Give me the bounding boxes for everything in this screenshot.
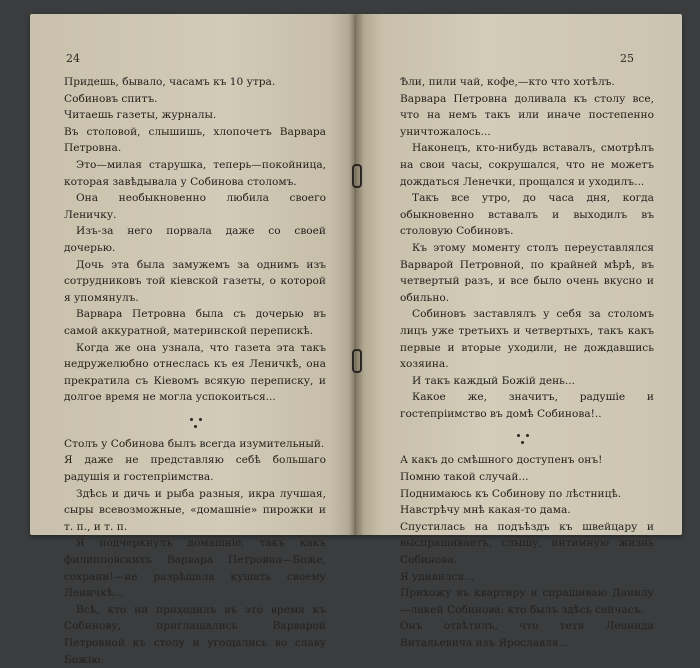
book-spine [348,14,364,535]
left-page [30,14,356,666]
paragraph: Наконецъ, кто-нибудь вставалъ, смотрѣлъ на свои часы, сокрушался, что не можетъ дождаться Ленечки, прощался и уходилъ... [400,142,654,188]
left-page-number: 24 [66,52,80,65]
paragraph: Какое же, значитъ, радушіе и гостепріимство въ домѣ Собинова!.. [400,391,654,420]
paragraph: Спустилась на подъѣздъ къ швейцару и выспрашиваетъ, слышу, интимную жизнь Собинова. [400,520,654,567]
paragraph: Навстрѣчу мнѣ какая-то дама. [400,504,571,517]
paragraph: Здѣсь и дичь и рыба разныя, икра лучшая, сыры всевозможные, «домашніе» пирожки и т. п., и т. п. [64,487,326,533]
paragraph: Помню такой случай... [400,471,529,484]
paragraph: Ѣли, пили чай, кофе,—кто что хотѣлъ. [400,76,615,88]
paragraph: И такъ каждый Божій день... [412,374,576,387]
paragraph: А какъ до смѣшного доступенъ онъ! [400,454,603,467]
paragraph: Онъ отвѣтилъ, что тетя Леонида Витальевича изъ Ярославля... [400,620,654,649]
paragraph: Къ этому моменту столъ переуставлялся Варварой Петровной, по крайней мѣрѣ, въ четвертый разъ, и все было очень вкусно и обильно. [400,241,654,304]
open-book [30,14,682,666]
paragraph: Она необыкновенно любила своего Леничку. [64,192,326,221]
staple-bottom [352,349,362,373]
paragraph: Я подчеркнулъ домашніе, такъ какъ филипповскихъ Варвара Петровна—Боже, сохрани!—не разрѣшала кушать своему Леничкѣ... [64,537,326,600]
paragraph: Собиновъ спитъ. [64,92,158,105]
paragraph: Поднимаюсь къ Собинову по лѣстницѣ. [400,487,622,500]
paragraph: Варвара Петровна доливала къ столу все, что на немъ такъ или иначе постепенно уничтожалось... [400,92,654,138]
paragraph: Я удивился... [400,570,475,583]
left-page-text [64,74,326,668]
staple-top [352,164,362,188]
paragraph: Читаешь газеты, журналы. [64,109,217,122]
right-page-text [400,74,654,652]
paragraph: Придешь, бывало, часамъ къ 10 утра. [64,76,276,88]
paragraph: Когда же она узнала, что газета эта такъ недружелюбно отнеслась къ ея Леничкѣ, она прекратила съ Кіевомъ всякую переписку, и долгое время не могла успокоиться... [64,341,326,404]
paragraph: Собиновъ заставлялъ у себя за столомъ лицъ уже третьихъ и четвертыхъ, такъ какъ первые и вторые уходили, не дождавшись хозяина. [400,308,654,371]
right-page [356,14,682,649]
paragraph: Въ столовой, слышишь, хлопочетъ Варвара Петровна. [64,125,326,155]
paragraph: Дочь эта была замужемъ за однимъ изъ сотрудниковъ той кіевской газеты, о которой я упомянулъ. [64,258,326,304]
paragraph: Прихожу въ квартиру и спрашиваю Данилу—лакей Собинова: кто былъ здѣсь сейчасъ. [400,587,654,616]
section-divider-dots [64,406,326,436]
paragraph: Такъ все утро, до часа дня, когда обыкновенно вставалъ и выходилъ въ столовую Собиновъ. [400,192,654,238]
paragraph: Столъ у Собинова былъ всегда изумительный. [64,437,325,450]
paragraph: Всѣ, кто ни приходилъ въ это время къ Собинову, приглашались Варварой Петровной къ столу и угощались во славу Божію. [64,603,326,666]
paragraph: Это—милая старушка, теперь—покойница, которая завѣдывала у Собинова столомъ. [64,158,326,188]
paragraph: Изъ-за него порвала даже со своей дочерью. [64,225,326,254]
right-page-number: 25 [620,52,634,65]
paragraph: Я даже не представляю себѣ большаго радушія и гостепріимства. [64,454,326,484]
section-divider-dots [400,422,654,452]
paragraph: Варвара Петровна была съ дочерью въ самой аккуратной, материнской перепискѣ. [64,308,326,337]
